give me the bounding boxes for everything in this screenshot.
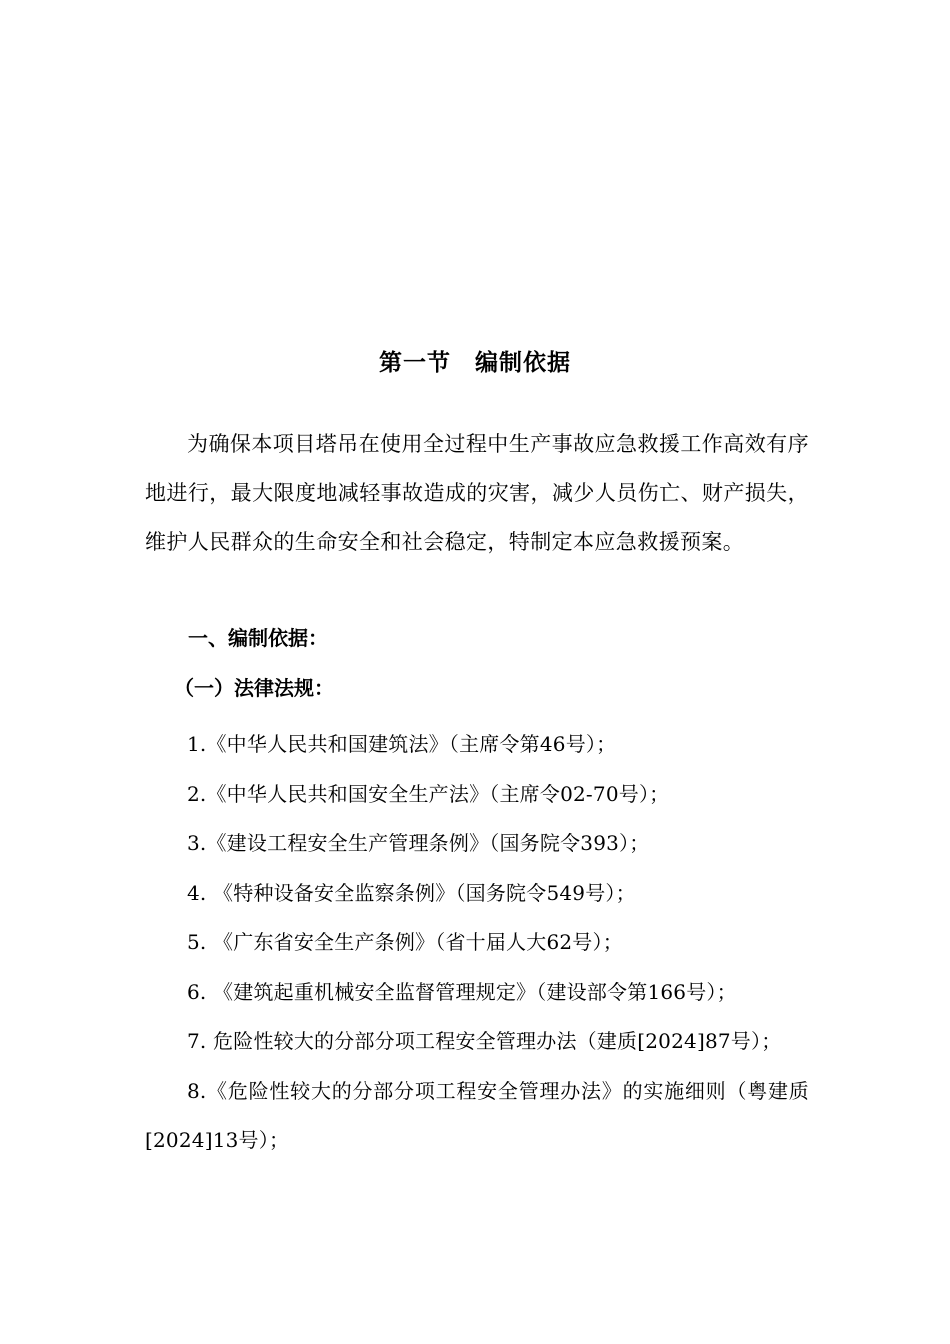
heading-basis: 一、编制依据： — [188, 626, 328, 650]
regulation-list — [145, 720, 809, 1166]
list-item: 3.《建设工程安全生产管理条例》（国务院令393）； — [187, 831, 650, 855]
list-item: 2.《中华人民共和国安全生产法》（主席令02-70号）； — [187, 781, 670, 806]
list-item: 7. 危险性较大的分部分项工程安全管理办法（建质[2024]87号）； — [187, 1029, 782, 1053]
intro-paragraph: 为确保本项目塔吊在使用全过程中生产事故应急救援工作高效有序地进行，最大限度地减轻事故造成的灾害，减少人员伤亡、财产损失，维护人民群众的生命安全和社会稳定，特制定本应急救援预案。 — [145, 432, 809, 554]
list-item: 8.《危险性较大的分部分项工程安全管理办法》的实施细则（粤建质[2024]13号）； — [145, 1078, 809, 1152]
list-item: 5. 《广东省安全生产条例》（省十届人大62号）； — [187, 930, 623, 954]
subheading-laws: （一）法律法规： — [174, 676, 334, 700]
section-title: 第一节 编制依据 — [379, 350, 571, 376]
list-item: 6. 《建筑起重机械安全监督管理规定》（建设部令第166号）； — [187, 979, 737, 1004]
list-item: 4. 《特种设备安全监察条例》（国务院令549号）； — [187, 880, 636, 905]
list-item: 1.《中华人民共和国建筑法》（主席令第46号）； — [187, 732, 617, 756]
